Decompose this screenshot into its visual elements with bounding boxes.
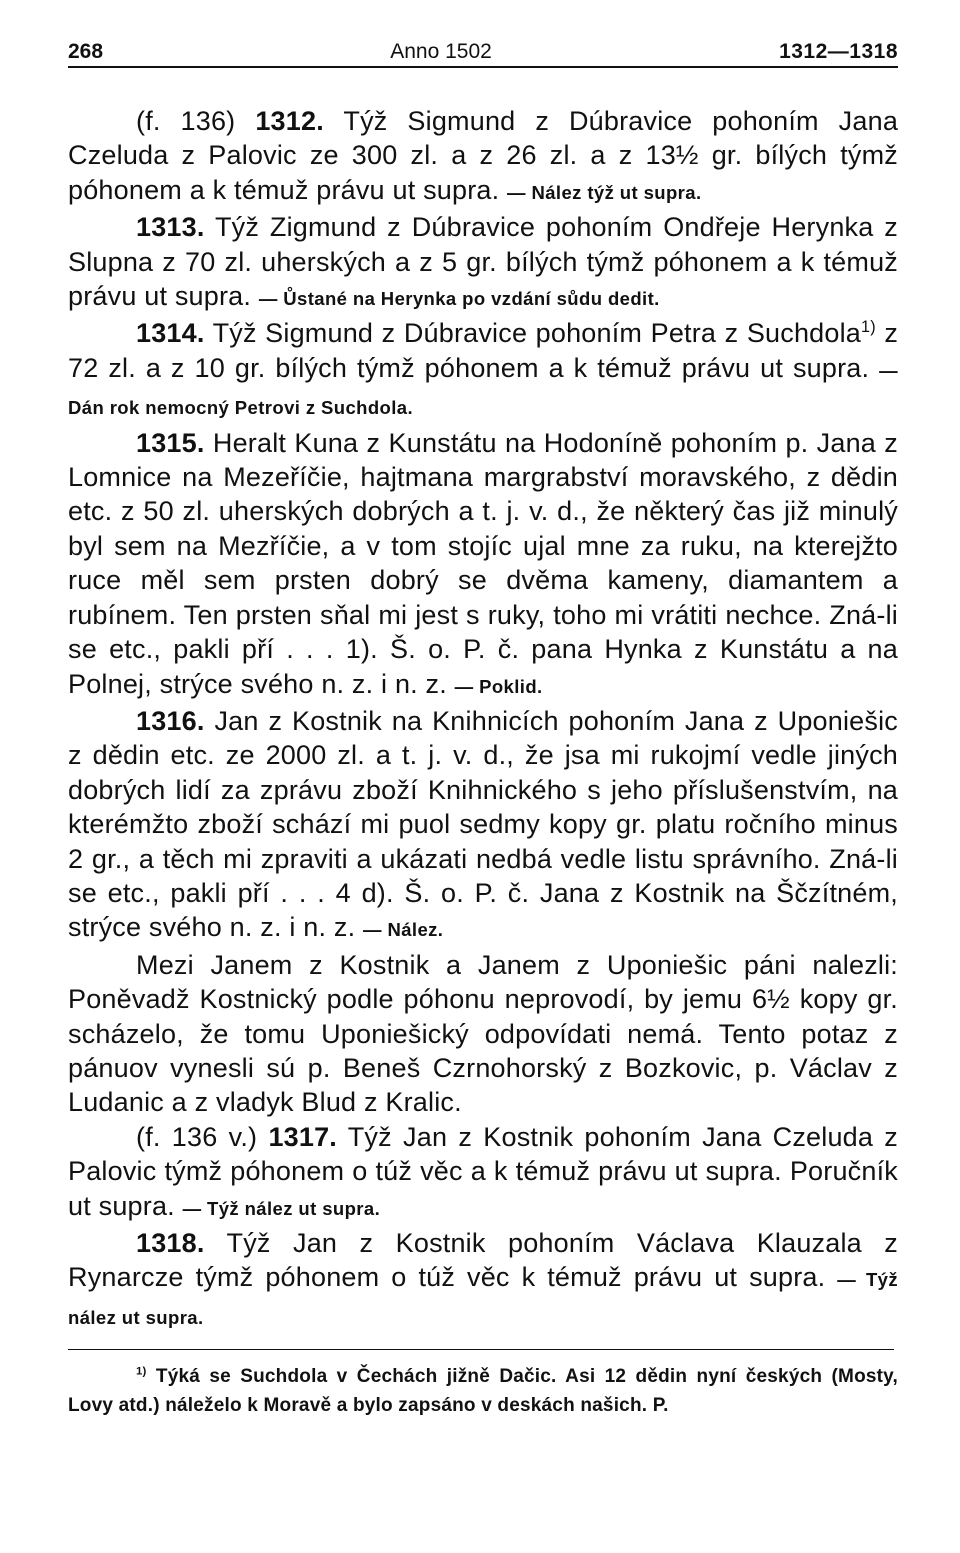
entry-number: 1318. [136,1228,205,1258]
entry-verdict: — Týž nález ut supra. [68,1269,898,1328]
entry-number: 1312. [255,106,324,136]
page-title: Anno 1502 [390,40,492,63]
entry-1314 [68,316,898,425]
entry-range: 1312—1318 [779,40,898,63]
entry-number: 1315. [136,427,205,458]
entry-text: Týž Zigmund z Dúbravice pohoním Ondřeje Herynka z Slupna z 70 zl. uherských a z 5 gr. bílých týmž póhonem a k témuž právu ut supra. [68,212,898,312]
entry-text: Jan z Kostnik na Knihnicích pohoním Jana z Uponiešic z dědin etc. ze 2000 zl. a t. j. v. d., že jsa mi rukojmí vedle jiných dobrých lidí za zprávu zboží Knihnického s jeho příslušenstvím, na kterémžto zboží schází mi puol sedmy kopy gr. platu ročního minus 2 gr., a těch mi zpraviti a ukázati nedbá vedle listu správního. Zná-li se etc., pakli pří . . . 4 d). Š. o. P. č. Jana z Kostnik na Ščzítném, strýce svého n. z. i n. z. [68,705,899,943]
footnote-mark: 1) [136,1365,147,1378]
entry-1318 [68,1226,898,1335]
text-body [68,104,898,1335]
entry-text: Heralt Kuna z Kunstátu na Hodoníně pohoním p. Jana z Lomnice na Mezeříčie, hajtmana margrabství moravského, z dědin etc. z 50 zl. uherských dobrých a t. j. v. d., že některý čas již minulý byl sem na Mezříčie, a v tom stojíc ujal mne za ruku, na kterejžto ruce měl sem prsten dobrý se dvěma kameny, diamantem a rubínem. Ten prsten sňal mi jest s ruky, toho mi vrátiti nechce. Zná-li se etc., pakli pří . . . 1). Š. o. P. č. pana Hynka z Kunstátu a na Polnej, strýce svého n. z. i n. z. [68,427,898,699]
entry-number: 1314. [136,318,205,349]
entry-text: Týž Sigmund z Dúbravice pohoním Jana Czeluda z Palovic ze 300 zl. a z 26 zl. a z 13½ gr. bílých týmž póhonem a k témuž právu ut supra. [68,106,899,205]
entry-verdict: — Týž nález ut supra. [182,1197,381,1219]
entry-1312 [68,104,898,210]
finding-paragraph: Mezi Janem z Kostnik a Janem z Uponiešic páni nalezli: Poněvadž Kostnický podle póhonu neprovodí, by jemu 6½ kopy gr. scházelo, že tomu Uponiešický odpovídati nemá. Tento potaz z pánuov vynesli sú p. Beneš Czrnohorský z Bozkovic, p. Václav z Ludanic a z vladyk Blud z Kralic. [68,949,898,1118]
entry-text: Týž Jan z Kostnik pohoním Václava Klauzala z Rynarcze týmž póhonem o túž věc k témuž právu ut supra. [68,1228,898,1293]
entry-number: 1316. [136,705,205,736]
entry-1316 [68,704,898,948]
entry-number: 1313. [136,212,205,243]
entry-text: z 72 zl. a z 10 gr. bílých týmž póhonem a k témuž právu ut supra. [68,318,899,383]
entry-number: 1317. [268,1121,338,1152]
folio-ref: (f. 136 v.) [136,1121,258,1152]
entry-1317 [68,1120,898,1226]
entry-verdict: — Dán rok nemocný Petrovi z Suchdola. [68,359,898,419]
entry-1313 [68,210,898,316]
running-head [68,30,898,64]
entry-verdict: — Nález týž ut supra. [507,181,702,203]
page-number: 268 [68,40,104,63]
folio-ref: (f. 136) [136,106,236,136]
footnote [68,1362,898,1420]
header-rule [68,66,898,68]
entry-verdict: — Nález. [363,919,444,941]
entry-verdict: — Poklid. [454,675,543,697]
entry-text-start: Týž Sigmund z Dúbravice pohoním Petra z Suchdola [212,318,862,349]
entry-text: Týž Jan z Kostnik pohoním Jana Czeluda z Palovic týmž póhonem o túž věc a k témuž právu ut supra. Poručník ut supra. [68,1121,898,1221]
footnote-mark: 1) [861,318,876,337]
footnote-rule [68,1349,894,1350]
entry-1315 [68,426,898,704]
entry-verdict: — Ůstané na Herynka po vzdání sůdu dedit. [258,288,660,310]
footnote-text: Týká se Suchdola v Čechách jižně Dačic. Asi 12 dědin nyní českých (Mosty, Lovy atd.) náleželo k Moravě a bylo zapsáno v deskách našich. P. [68,1366,899,1417]
page [68,30,898,1439]
